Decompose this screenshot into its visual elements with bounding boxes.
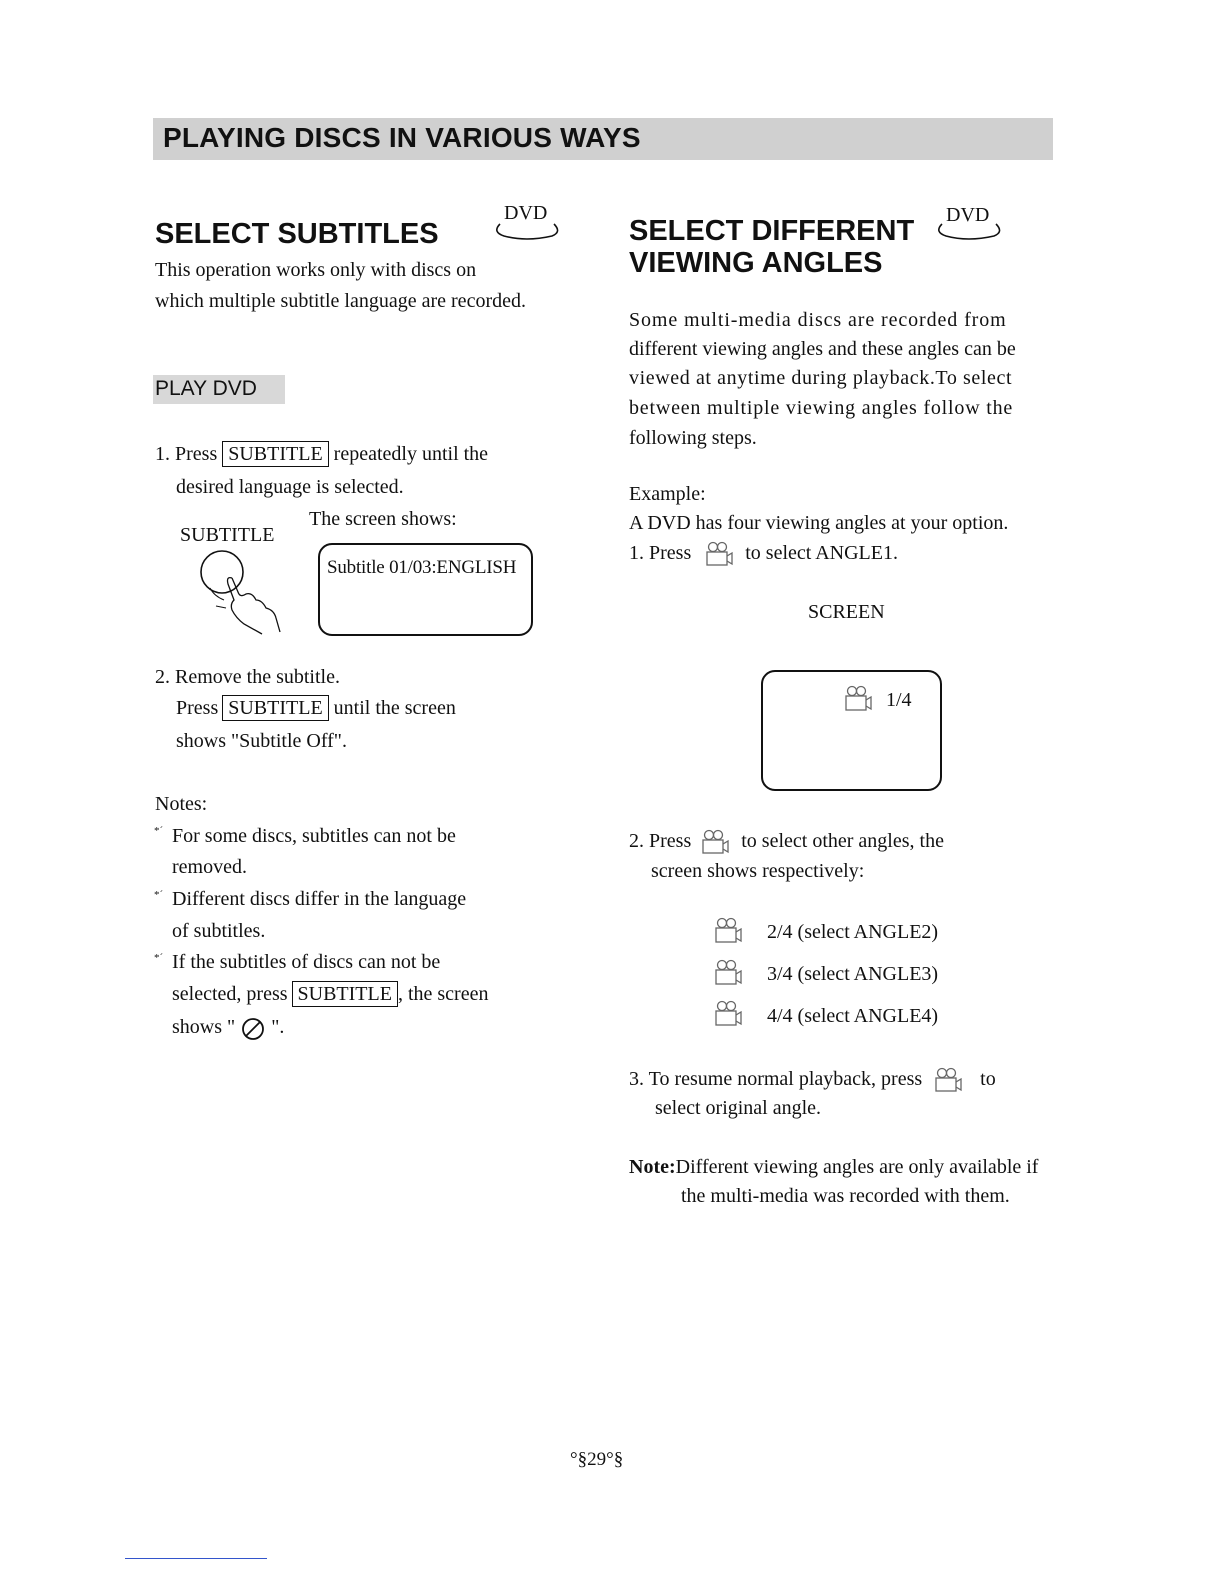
para-line-4: between multiple viewing angles follow the bbox=[629, 397, 1014, 419]
angle-item-2: 2/4 (select ANGLE2) bbox=[767, 921, 939, 943]
example-label: Example: bbox=[629, 483, 706, 505]
step2-line-2 bbox=[176, 693, 456, 723]
remote-label: SUBTITLE bbox=[180, 524, 275, 546]
angle-item-3: 3/4 (select ANGLE3) bbox=[767, 963, 939, 985]
camera-angle-icon bbox=[713, 1000, 743, 1028]
camera-angle-icon bbox=[933, 1067, 963, 1093]
step2-line-3: shows "Subtitle Off". bbox=[176, 730, 347, 752]
step1-prefix: 1. Press bbox=[155, 443, 218, 465]
right-step3-line-1 bbox=[629, 1064, 996, 1094]
note3-line-2 bbox=[172, 979, 488, 1009]
play-dvd-label: PLAY DVD bbox=[155, 377, 257, 400]
right-heading-line-1: SELECT DIFFERENT bbox=[629, 215, 915, 247]
right-step3-line-2: select original angle. bbox=[655, 1097, 822, 1119]
para-line-2: different viewing angles and these angles can be bbox=[629, 338, 1016, 360]
step2-suffix: until the screen bbox=[333, 697, 456, 719]
dvd-badge-label: DVD bbox=[504, 202, 548, 224]
note3-prefix: selected, press bbox=[172, 983, 288, 1005]
right-step1-prefix: 1. Press bbox=[629, 542, 692, 564]
para-line-5: following steps. bbox=[629, 427, 757, 449]
step1-line-2: desired language is selected. bbox=[176, 476, 404, 498]
subtitle-screen-text: Subtitle 01/03:ENGLISH bbox=[327, 557, 517, 578]
note3-line-1: If the subtitles of discs can not be bbox=[172, 951, 441, 973]
note3-shows-suffix: ". bbox=[271, 1016, 285, 1038]
right-step3-prefix: 3. To resume normal playback, press bbox=[629, 1068, 923, 1090]
camera-angle-icon bbox=[704, 541, 734, 567]
dvd-badge-label: DVD bbox=[946, 204, 990, 226]
dvd-disc-icon bbox=[490, 202, 562, 240]
footer-rule bbox=[125, 1558, 267, 1559]
screen-shows-label: The screen shows: bbox=[309, 508, 457, 530]
notes-title: Notes: bbox=[155, 793, 208, 815]
camera-angle-icon bbox=[700, 829, 730, 855]
note3-suffix: , the screen bbox=[397, 983, 489, 1005]
right-step2-prefix: 2. Press bbox=[629, 830, 692, 852]
screen-label: SCREEN bbox=[808, 601, 885, 623]
right-note-line-1 bbox=[629, 1152, 1038, 1182]
step2-line-1: 2. Remove the subtitle. bbox=[155, 666, 340, 688]
subtitle-key: SUBTITLE bbox=[222, 695, 328, 721]
right-step2-suffix: to select other angles, the bbox=[741, 830, 944, 852]
intro-line-1: This operation works only with discs on bbox=[155, 259, 477, 281]
remote-button-hand-icon bbox=[196, 548, 292, 638]
intro-line-2: which multiple subtitle language are recorded. bbox=[155, 290, 526, 312]
note2-line-1: Different discs differ in the language bbox=[172, 888, 467, 910]
left-heading: SELECT SUBTITLES bbox=[155, 218, 439, 250]
step2-prefix: Press bbox=[176, 697, 219, 719]
step1-line-1 bbox=[155, 439, 488, 469]
page-number: °§29°§ bbox=[570, 1449, 624, 1470]
para-line-3: viewed at anytime during playback.To select bbox=[629, 367, 1013, 389]
right-step2-line-1 bbox=[629, 826, 944, 856]
step1-suffix: repeatedly until the bbox=[333, 443, 489, 465]
para-line-1: Some multi-media discs are recorded from bbox=[629, 309, 1007, 331]
subtitle-key: SUBTITLE bbox=[292, 981, 398, 1007]
right-note-line-2: the multi-media was recorded with them. bbox=[681, 1185, 1010, 1207]
note3-line-3 bbox=[172, 1012, 284, 1042]
right-step2-line-2: screen shows respectively: bbox=[651, 860, 865, 882]
camera-angle-icon bbox=[843, 685, 873, 713]
dvd-disc-icon bbox=[932, 204, 1004, 242]
note-label: Note: bbox=[629, 1156, 676, 1178]
right-step1 bbox=[629, 538, 898, 568]
note3-shows-prefix: shows " bbox=[172, 1016, 236, 1038]
example-line: A DVD has four viewing angles at your option. bbox=[629, 512, 1009, 534]
note3-bullet: *´ bbox=[154, 952, 164, 964]
subtitle-key: SUBTITLE bbox=[222, 441, 328, 467]
right-step3-suffix: to bbox=[980, 1068, 996, 1090]
camera-angle-icon bbox=[713, 917, 743, 945]
note1-line-1: For some discs, subtitles can not be bbox=[172, 825, 456, 847]
note-text-1: Different viewing angles are only available if bbox=[675, 1156, 1039, 1178]
section-title: PLAYING DISCS IN VARIOUS WAYS bbox=[163, 122, 641, 153]
camera-angle-icon bbox=[713, 959, 743, 987]
note1-line-2: removed. bbox=[172, 856, 247, 878]
angle-item-4: 4/4 (select ANGLE4) bbox=[767, 1005, 939, 1027]
note1-bullet: *´ bbox=[154, 825, 164, 837]
right-heading-line-2: VIEWING ANGLES bbox=[629, 247, 883, 279]
angle-screen-value: 1/4 bbox=[886, 689, 912, 711]
note2-bullet: *´ bbox=[154, 889, 164, 901]
note2-line-2: of subtitles. bbox=[172, 920, 266, 942]
right-step1-suffix: to select ANGLE1. bbox=[745, 542, 898, 564]
prohibit-icon bbox=[240, 1015, 266, 1041]
